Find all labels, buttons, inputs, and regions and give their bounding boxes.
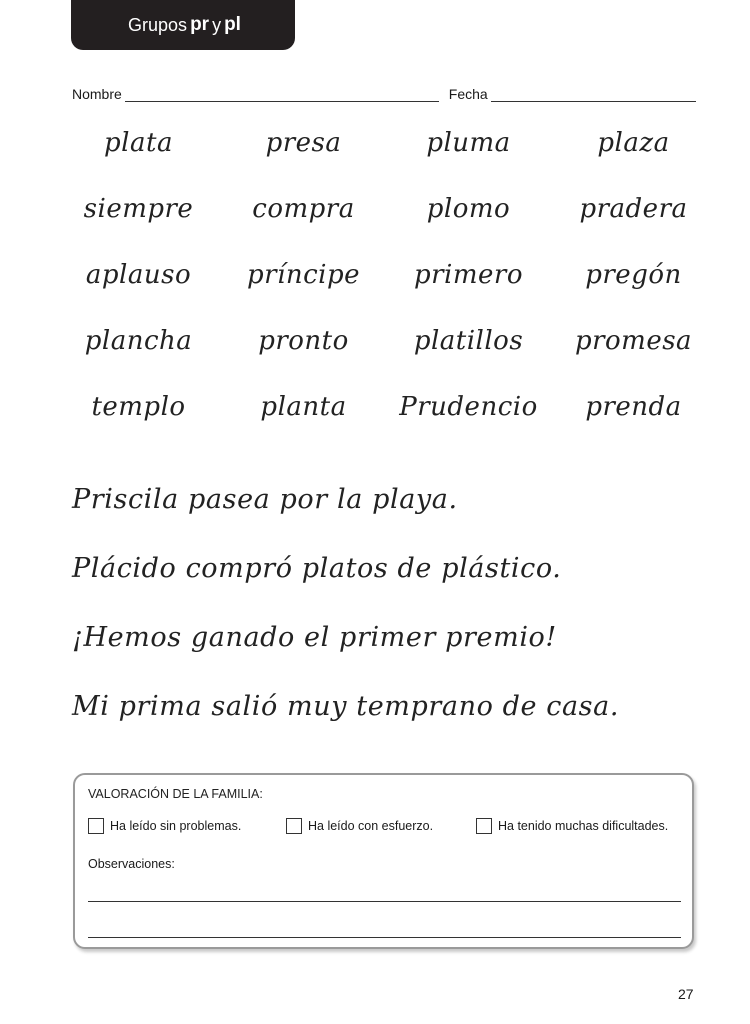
- observations-line[interactable]: [88, 937, 681, 938]
- word-item: aplauso: [85, 260, 192, 290]
- option-no-problems[interactable]: [88, 818, 241, 834]
- word-item: primero: [413, 260, 523, 290]
- word-item: pradera: [579, 194, 688, 224]
- sentence-list: [72, 484, 692, 760]
- sentence-item: Mi prima salió muy temprano de casa.: [72, 691, 620, 722]
- word-item: siempre: [83, 194, 194, 224]
- family-evaluation-box: [73, 773, 694, 949]
- name-label: Nombre: [72, 86, 122, 102]
- word-item: plaza: [597, 128, 670, 158]
- title-conjunction: y: [212, 14, 222, 35]
- sentence-item: ¡Hemos ganado el primer premio!: [72, 622, 557, 653]
- word-item: Prudencio: [399, 392, 538, 422]
- option-label: Ha leído sin problemas.: [110, 819, 242, 833]
- option-label: Ha tenido muchas dificultades.: [498, 819, 669, 833]
- date-field[interactable]: [491, 89, 696, 102]
- title-prefix: Grupos: [128, 14, 188, 35]
- word-item: pluma: [426, 128, 511, 158]
- word-item: platillos: [413, 326, 524, 356]
- page-number: 27: [678, 986, 694, 1002]
- word-item: plata: [104, 128, 173, 158]
- sentence-item: Priscila pasea por la playa.: [72, 484, 458, 515]
- sentence-item: Plácido compró platos de plástico.: [72, 553, 562, 584]
- checkbox-icon[interactable]: [476, 818, 492, 834]
- word-item: príncipe: [246, 260, 361, 290]
- observations-label: Observaciones:: [88, 857, 175, 871]
- word-item: presa: [265, 128, 342, 158]
- word-item: prenda: [585, 392, 682, 422]
- word-item: plomo: [426, 194, 511, 224]
- name-field[interactable]: [125, 89, 439, 102]
- checkbox-icon[interactable]: [88, 818, 104, 834]
- word-item: pregón: [585, 260, 682, 290]
- word-item: templo: [91, 392, 186, 422]
- section-title-tab: [71, 0, 295, 50]
- option-label: Ha leído con esfuerzo.: [308, 819, 434, 833]
- word-grid: [56, 110, 716, 440]
- option-with-effort[interactable]: [286, 818, 433, 834]
- word-item: promesa: [574, 326, 693, 356]
- checkbox-icon[interactable]: [286, 818, 302, 834]
- date-label: Fecha: [448, 86, 488, 102]
- word-item: plancha: [84, 326, 193, 356]
- family-evaluation-title: VALORACIÓN DE LA FAMILIA:: [88, 787, 263, 801]
- word-item: pronto: [258, 326, 349, 356]
- title-group-pl: pl: [224, 14, 241, 35]
- observations-line[interactable]: [88, 901, 681, 902]
- word-item: compra: [252, 194, 355, 224]
- title-group-pr: pr: [190, 14, 210, 35]
- option-many-difficulties[interactable]: [476, 818, 668, 834]
- name-date-row: [72, 84, 696, 102]
- word-item: planta: [260, 392, 347, 422]
